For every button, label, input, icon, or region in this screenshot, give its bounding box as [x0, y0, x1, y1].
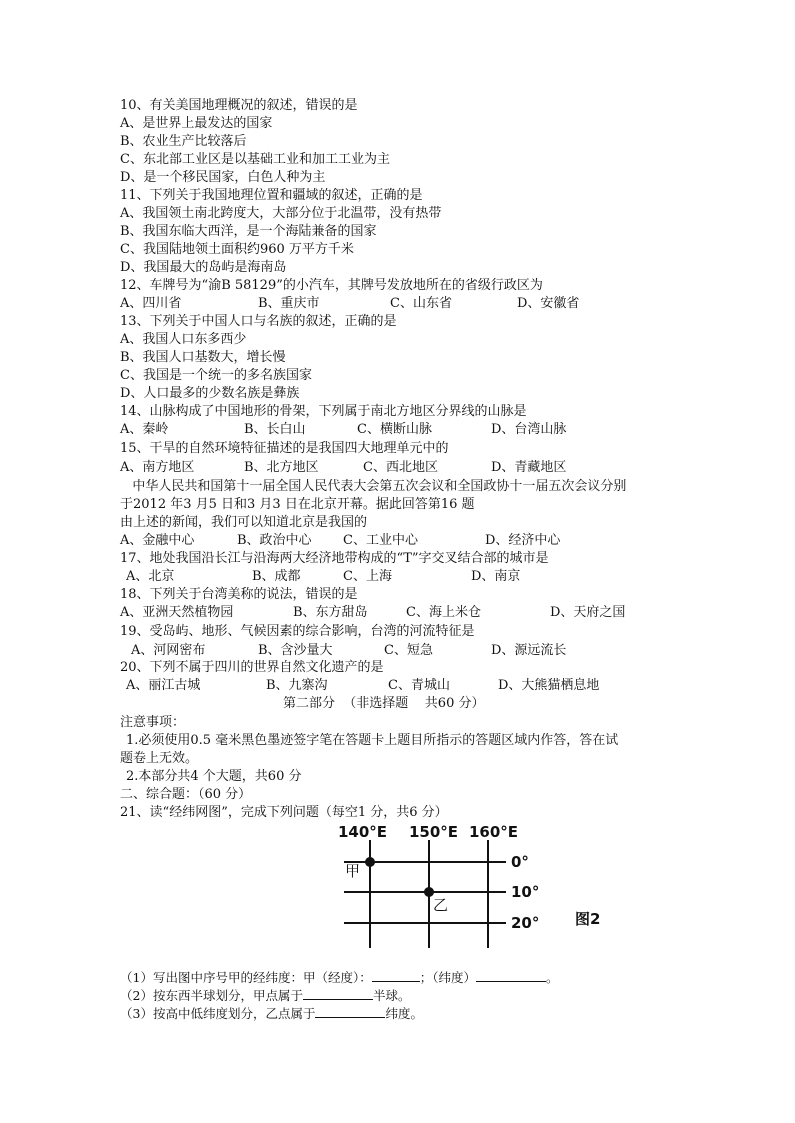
- option-12c: C、山东省: [390, 296, 452, 311]
- option-11a: A、我国领土南北跨度大，大部分位于北温带，没有热带: [120, 206, 442, 221]
- jia-longitude-blank[interactable]: [372, 969, 420, 982]
- option-13b: B、我国人口基数大，增长慢: [120, 350, 286, 365]
- option-16d: D、经济中心: [485, 533, 561, 548]
- sub-3-text: （3）按高中低纬度划分，乙点属于: [120, 1006, 316, 1021]
- news-line-1: 中华人民共和国第十一届全国人民代表大会第五次会议和全国政协十一届五次会议分别: [120, 479, 627, 494]
- option-19a: A、河网密布: [131, 643, 206, 658]
- option-13c: C、我国是一个统一的多名族国家: [120, 368, 312, 383]
- point-jia-label: 甲: [345, 862, 361, 880]
- option-19d: D、源远流长: [491, 643, 567, 658]
- option-10b: B、农业生产比较落后: [120, 134, 247, 149]
- option-15a: A、南方地区: [120, 460, 195, 475]
- lat-label-10: 10°: [511, 883, 540, 901]
- sub-1-text-2: ；（纬度）: [419, 970, 476, 985]
- question-15: 15、干旱的自然环境特征描述的是我国四大地理单元中的: [120, 441, 449, 456]
- option-17d: D、南京: [471, 569, 521, 584]
- jia-latitude-blank[interactable]: [476, 969, 546, 982]
- sub-2-text-2: 半球。: [372, 988, 411, 1003]
- option-20b: B、九寨沟: [266, 678, 328, 693]
- point-jia-marker: [365, 857, 375, 867]
- option-12b: B、重庆市: [258, 296, 320, 311]
- option-11b: B、我国东临大西洋，是一个海陆兼备的国家: [120, 224, 377, 239]
- option-14a: A、秦岭: [120, 422, 169, 437]
- option-19c: C、短急: [384, 643, 433, 658]
- option-14d: D、台湾山脉: [491, 422, 567, 437]
- option-11c: C、我国陆地领土面积约960 万平方千米: [120, 242, 354, 257]
- option-20d: D、大熊猫栖息地: [498, 678, 600, 693]
- option-17b: B、成都: [252, 569, 301, 584]
- sub-2-text: （2）按东西半球划分，甲点属于: [120, 988, 303, 1003]
- option-15d: D、青藏地区: [491, 460, 567, 475]
- option-15b: B、北方地区: [244, 460, 319, 475]
- option-20a: A、丽江古城: [126, 678, 201, 693]
- option-11d: D、我国最大的岛屿是海南岛: [120, 260, 287, 275]
- option-16b: B、政治中心: [237, 533, 312, 548]
- sub-1-text: （1）写出图中序号甲的经纬度：甲（经度）：: [120, 970, 372, 985]
- option-18b: B、东方甜岛: [293, 605, 368, 620]
- lon-label-140e: 140°E: [338, 823, 388, 841]
- question-19: 19、受岛屿、地形、气候因素的综合影响，台湾的河流特征是: [120, 624, 475, 639]
- option-18c: C、海上米仓: [406, 605, 481, 620]
- option-19b: B、含沙量大: [258, 643, 333, 658]
- option-13a: A、我国人口东多西少: [120, 332, 247, 347]
- sub-question-2: [120, 987, 410, 1004]
- part2-header: 第二部分 （非选择题 共60 分）: [283, 696, 485, 711]
- hemisphere-blank[interactable]: [303, 987, 373, 1000]
- figure-caption: 图2: [575, 910, 601, 928]
- question-14: 14、山脉构成了中国地形的骨架，下列属于南北方地区分界线的山脉是: [120, 404, 527, 419]
- option-18a: A、亚洲天然植物园: [120, 605, 234, 620]
- option-13d: D、人口最多的少数名族是彝族: [120, 386, 300, 401]
- option-17a: A、北京: [126, 569, 175, 584]
- sub-3-text-2: 纬度。: [385, 1006, 423, 1021]
- option-16c: C、工业中心: [343, 533, 418, 548]
- question-18: 18、下列关于台湾美称的说法，错误的是: [120, 587, 358, 602]
- news-line-2: 于2012 年3 月5 日和3 月3 日在北京开幕。据此回答第16 题: [120, 497, 475, 512]
- lon-label-160e: 160°E: [469, 823, 519, 841]
- section-2-title: 二、综合题：（60 分）: [120, 787, 252, 802]
- option-16a: A、金融中心: [120, 533, 195, 548]
- question-21: 21、读“经纬网图”，完成下列问题（每空1 分，共6 分）: [120, 805, 448, 820]
- question-13: 13、下列关于中国人口与名族的叙述，正确的是: [120, 314, 397, 329]
- option-15c: C、西北地区: [363, 460, 438, 475]
- question-10: 10、有关美国地理概况的叙述，错误的是: [120, 98, 358, 113]
- question-11: 11、下列关于我国地理位置和疆域的叙述，正确的是: [120, 188, 423, 203]
- option-14c: C、横断山脉: [357, 422, 432, 437]
- lon-label-150e: 150°E: [409, 823, 459, 841]
- option-10a: A、是世界上最发达的国家: [120, 116, 273, 131]
- option-12d: D、安徽省: [517, 296, 580, 311]
- option-17c: C、上海: [343, 569, 392, 584]
- latitude-zone-blank[interactable]: [315, 1005, 385, 1018]
- question-20: 20、下列不属于四川的世界自然文化遗产的是: [120, 660, 384, 675]
- option-18d: D、天府之国: [550, 605, 626, 620]
- sub-1-text-3: 。: [545, 970, 559, 985]
- grid-svg: [330, 822, 620, 952]
- option-10c: C、东北部工业区是以基础工业和加工工业为主: [120, 152, 390, 167]
- notes-title: 注意事项：: [120, 715, 186, 730]
- note-1-line-2: 题卷上无效。: [120, 751, 199, 766]
- option-14b: B、长白山: [244, 422, 306, 437]
- question-17: 17、地处我国沿长江与沿海两大经济地带构成的“T”字交叉结合部的城市是: [120, 551, 549, 566]
- option-10d: D、是一个移民国家，白色人种为主: [120, 170, 326, 185]
- note-2: 2.本部分共4 个大题，共60 分: [126, 769, 302, 784]
- lat-long-grid-figure: [330, 822, 620, 952]
- question-12: 12、车牌号为“渝B 58129”的小汽车，其牌号发放地所在的省级行政区为: [120, 278, 543, 293]
- note-1-line-1: 1.必须使用0.5 毫米黑色墨迹签字笔在答题卡上题目所指示的答题区域内作答，答在试: [126, 733, 619, 748]
- sub-question-3: [120, 1005, 423, 1022]
- sub-question-1: [120, 969, 559, 986]
- option-20c: C、青城山: [388, 678, 450, 693]
- lat-label-0: 0°: [511, 853, 529, 871]
- lat-label-20: 20°: [511, 914, 540, 932]
- question-16: 由上述的新闻，我们可以知道北京是我国的: [120, 515, 368, 530]
- point-yi-label: 乙: [433, 896, 449, 914]
- option-12a: A、四川省: [120, 296, 182, 311]
